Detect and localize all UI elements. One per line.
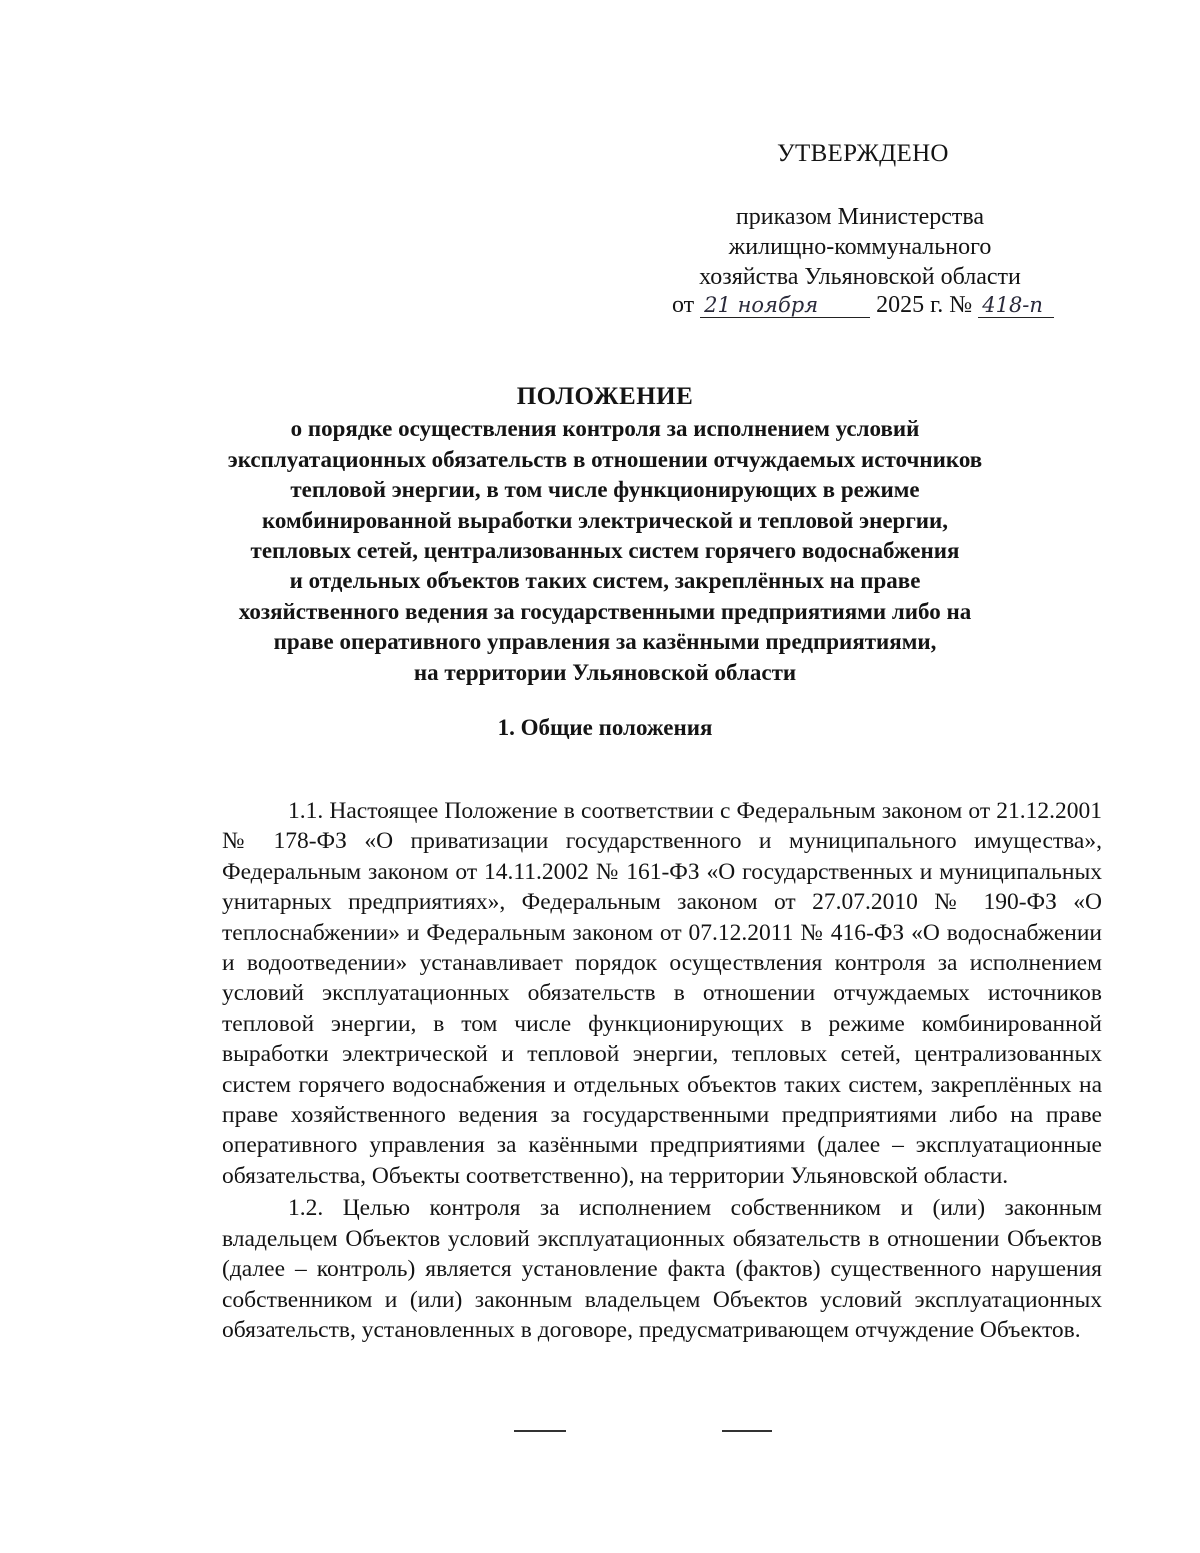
handwritten-date: 21 ноября — [700, 293, 870, 318]
subtitle-line: хозяйственного ведения за государственными предприятиями либо на — [238, 598, 972, 624]
subtitle-line: комбинированной выработки электрической и тепловой энергии, — [261, 507, 949, 533]
year-number-label: 2025 г. № — [876, 292, 973, 318]
page-bottom-marks — [0, 1430, 1200, 1440]
paragraph-1-2: 1.2. Целью контроля за исполнением собственником и (или) законным владельцем Объектов условий эксплуатационных обязательств в отношении Объектов (далее – контроль) является установление факта (фактов) существенного нарушения собственником и (или) законным владельцем Объектов условий эксплуатационных обязательств, установленных в договоре, предусматривающем отчуждение Объектов. — [222, 1195, 1102, 1343]
subtitle-line: на территории Ульяновской области — [413, 659, 797, 685]
approval-line-3: хозяйства Ульяновской области — [699, 264, 1021, 290]
approval-line-1: приказом Министерства — [735, 204, 985, 230]
approval-lines — [640, 202, 1080, 292]
document-title-block — [200, 382, 1010, 688]
approved-label: УТВЕРЖДЕНО — [777, 140, 949, 167]
subtitle-line: тепловой энергии, в том числе функционирующих в режиме — [290, 477, 920, 503]
bottom-mark — [722, 1430, 772, 1432]
section-heading: 1. Общие положения — [497, 715, 713, 740]
date-prefix: от — [672, 292, 695, 318]
approval-line-2: жилищно-коммунального — [728, 234, 992, 260]
bottom-mark — [514, 1430, 566, 1432]
subtitle-line: эксплуатационных обязательств в отношении отчуждаемых источников — [227, 446, 983, 472]
section-body — [222, 796, 1102, 1345]
handwritten-number: 418-п — [978, 293, 1054, 318]
subtitle-line: тепловых сетей, централизованных систем горячего водоснабжения — [250, 538, 960, 564]
subtitle-line: праве оперативного управления за казёнными предприятиями, — [273, 629, 937, 655]
subtitle-line: о порядке осуществления контроля за исполнением условий — [290, 416, 920, 442]
document-title: ПОЛОЖЕНИЕ — [516, 383, 694, 410]
paragraph-1-1: 1.1. Настоящее Положение в соответствии с Федеральным законом от 21.12.2001 № 178-ФЗ «О приватизации государственного и муниципального имущества», Федеральным законом от 14.11.2002 № 161-ФЗ «О государственных и муниципальных унитарных предприятиях», Федеральным законом от 27.07.2010 № 190-ФЗ «О теплоснабжении» и Федеральным законом от 07.12.2011 № 416-ФЗ «О водоснабжении и водоотведении» устанавливает порядок осуществления контроля за исполнением условий эксплуатационных обязательств в отношении отчуждаемых источников тепловой энергии, в том числе функционирующих в режиме комбинированной выработки электрической и тепловой энергии, тепловых сетей, централизованных систем горячего водоснабжения и отдельных объектов таких систем, закреплённых на праве хозяйственного ведения за государственными предприятиями либо на праве оперативного управления за казёнными предприятиями (далее – эксплуатационные обязательства, Объекты соответственно), на территории Ульяновской области. — [222, 798, 1102, 1189]
approval-date-line — [672, 290, 1092, 320]
subtitle-line: и отдельных объектов таких систем, закреплённых на праве — [289, 568, 921, 594]
